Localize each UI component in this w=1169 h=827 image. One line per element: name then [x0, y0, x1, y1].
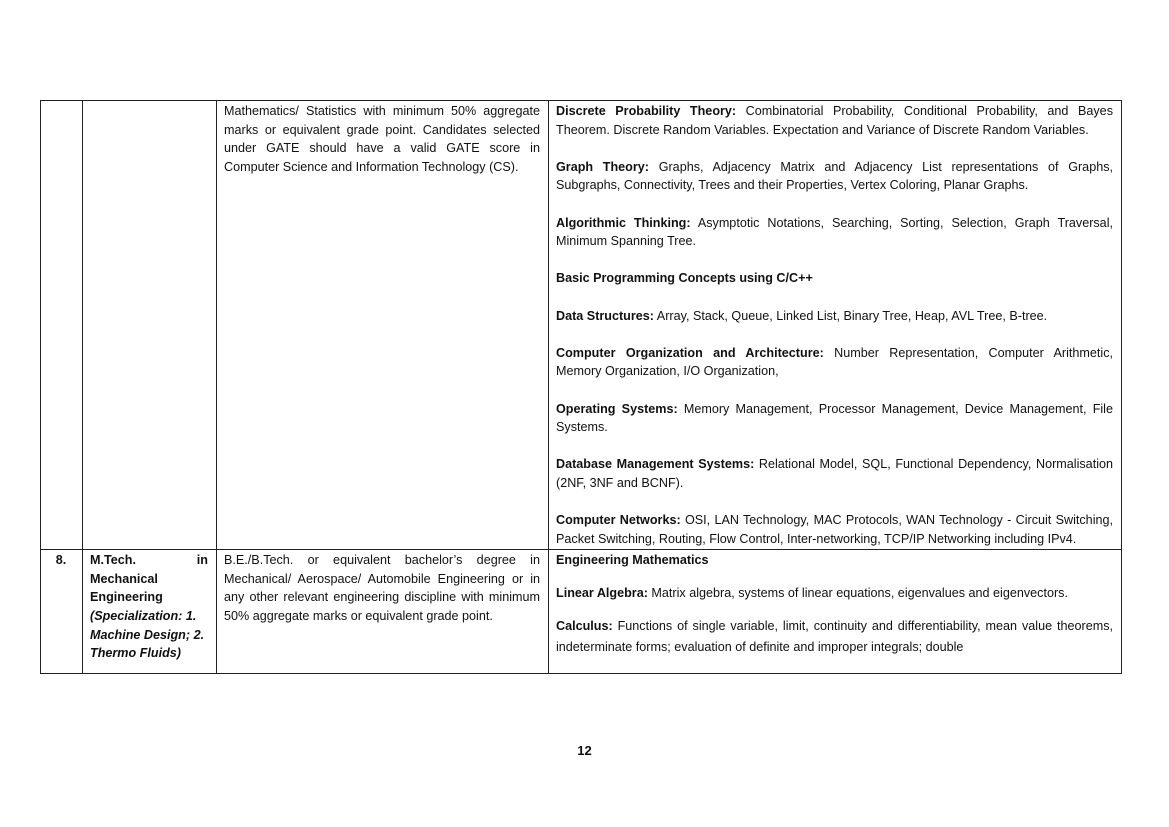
syllabus-cell — [549, 101, 1122, 550]
syllabus-topic: Computer Networks: OSI, LAN Technology, MAC Protocols, WAN Technology - Circuit Switching, Packet Switching, Routing, Flow Control, Inter-networking, TCP/IP Networking including IPv4. — [556, 513, 1113, 546]
syllabus-topic: Basic Programming Concepts using C/C++ — [556, 271, 813, 286]
syllabus-topic: Computer Organization and Architecture: Number Representation, Computer Arithmetic, Memory Organization, I/O Organization, — [556, 345, 1113, 379]
syllabus-cell — [549, 550, 1122, 674]
syllabus-table — [40, 100, 1122, 674]
table-row — [41, 101, 1122, 550]
programme-specialization: (Specialization: 1. Machine Design; 2. Thermo Fluids) — [90, 609, 205, 661]
syllabus-topic: Linear Algebra: Matrix algebra, systems of linear equations, eigenvalues and eigenvectors. — [556, 585, 1068, 600]
table-row — [41, 550, 1122, 674]
eligibility-cell: B.E./B.Tech. or equivalent bachelor’s degree in Mechanical/ Aerospace/ Automobile Engineering or in any other relevant engineering discipline with minimum 50% aggregate marks or equivalent grade point. — [217, 550, 549, 674]
sno-cell — [41, 101, 83, 550]
syllabus-topic: Discrete Probability Theory: Combinatorial Probability, Conditional Probability, and Bayes Theorem. Discrete Random Variables. Expectation and Variance of Discrete Random Variables. — [556, 104, 1113, 137]
programme-cell — [83, 550, 217, 674]
page-number: 12 — [577, 743, 592, 758]
syllabus-topic: Algorithmic Thinking: Asymptotic Notations, Searching, Sorting, Selection, Graph Traversal, Minimum Spanning Tree. — [556, 215, 1113, 249]
syllabus-topic: Calculus: Functions of single variable, limit, continuity and differentiability, mean value theorems, indeterminate forms; evaluation of definite and improper integrals; double — [556, 619, 1113, 655]
syllabus-topic: Operating Systems: Memory Management, Processor Management, Device Management, File Systems. — [556, 401, 1113, 435]
programme-title: M.Tech. in Mechanical Engineering — [90, 553, 208, 605]
syllabus-topic: Engineering Mathematics — [556, 553, 709, 568]
syllabus-topic: Data Structures: Array, Stack, Queue, Linked List, Binary Tree, Heap, AVL Tree, B-tree. — [556, 308, 1048, 323]
programme-cell — [83, 101, 217, 550]
sno-cell: 8. — [41, 550, 83, 674]
syllabus-topic: Graph Theory: Graphs, Adjacency Matrix and Adjacency List representations of Graphs, Subgraphs, Connectivity, Trees and their Properties, Vertex Coloring, Planar Graphs. — [556, 159, 1113, 193]
syllabus-topic: Database Management Systems: Relational Model, SQL, Functional Dependency, Normalisation (2NF, 3NF and BCNF). — [556, 457, 1113, 490]
eligibility-cell: Mathematics/ Statistics with minimum 50% aggregate marks or equivalent grade point. Candidates selected under GATE should have a valid GATE score in Computer Science and Information Technology (CS). — [217, 101, 549, 550]
